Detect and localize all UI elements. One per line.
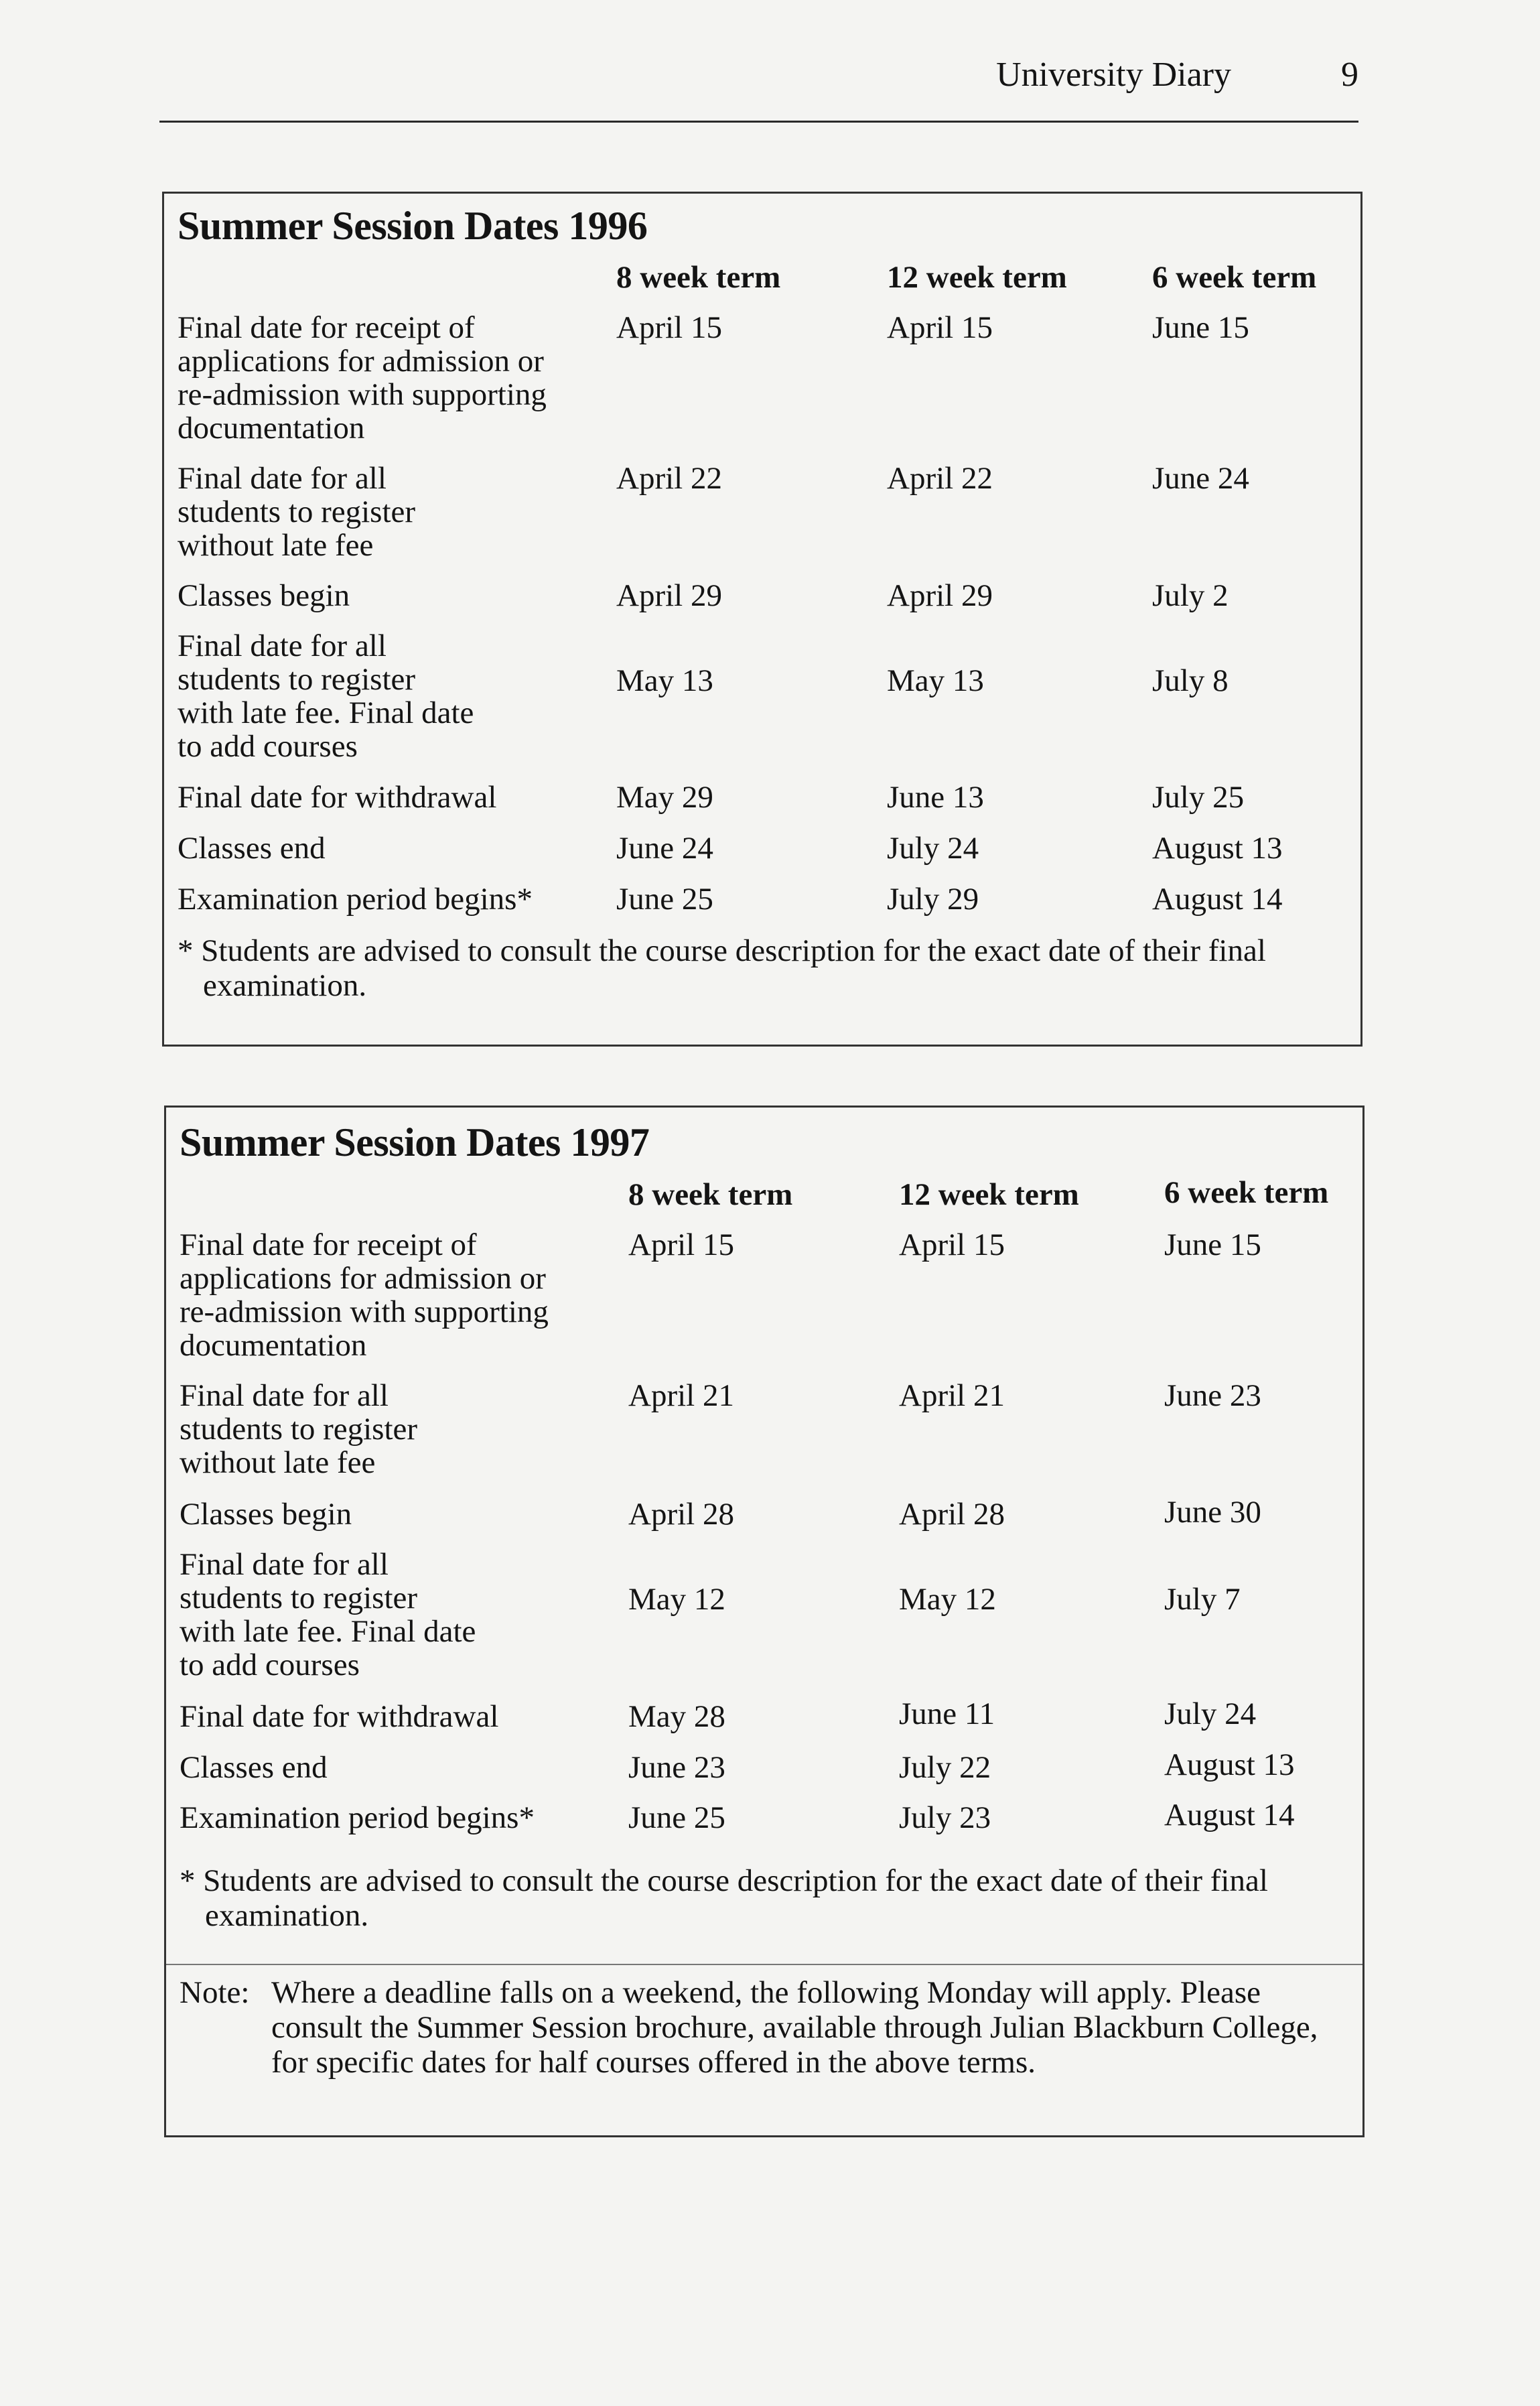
row-label: Final date for receipt of applications for admission or re-admission with supporting documentation xyxy=(180,1227,549,1363)
date-cell: April 21 xyxy=(899,1378,1005,1413)
row-label: Examination period begins* xyxy=(180,1800,535,1835)
date-cell: July 8 xyxy=(1152,663,1229,698)
date-cell: May 13 xyxy=(616,663,713,698)
date-cell: April 15 xyxy=(899,1227,1005,1262)
summer-session-1996-box xyxy=(162,192,1362,1047)
footnote-line: examination. xyxy=(203,968,367,1003)
date-cell: April 15 xyxy=(628,1227,734,1262)
date-cell: April 28 xyxy=(628,1497,734,1532)
row-label: Final date for all students to register without late fee xyxy=(180,1378,418,1480)
note-separator xyxy=(166,1964,1362,1965)
date-cell: April 22 xyxy=(887,461,993,496)
date-cell: May 13 xyxy=(887,663,984,698)
date-cell: June 25 xyxy=(616,882,713,917)
column-header-12-week: 12 week term xyxy=(899,1177,1079,1212)
date-cell: July 24 xyxy=(887,831,979,866)
date-cell: July 25 xyxy=(1152,780,1245,815)
row-label: Classes begin xyxy=(178,578,350,613)
date-cell: August 14 xyxy=(1164,1798,1295,1832)
date-cell: June 25 xyxy=(628,1800,725,1835)
column-header-6-week: 6 week term xyxy=(1164,1175,1329,1210)
date-cell: June 30 xyxy=(1164,1495,1261,1530)
date-cell: August 14 xyxy=(1152,882,1283,917)
date-cell: July 22 xyxy=(899,1750,991,1785)
column-header-8-week: 8 week term xyxy=(628,1177,793,1212)
page-number: 9 xyxy=(1341,56,1358,94)
date-cell: April 21 xyxy=(628,1378,734,1413)
column-header-12-week: 12 week term xyxy=(887,260,1067,295)
date-cell: May 12 xyxy=(628,1582,725,1617)
date-cell: July 7 xyxy=(1164,1582,1241,1617)
date-cell: April 15 xyxy=(616,310,722,345)
date-cell: July 29 xyxy=(887,882,979,917)
footnote-line: * Students are advised to consult the course description for the exact date of their final xyxy=(180,1863,1268,1898)
row-label: Final date for all students to register with late fee. Final date to add courses xyxy=(178,628,474,764)
date-cell: August 13 xyxy=(1152,831,1283,866)
date-cell: May 12 xyxy=(899,1582,996,1617)
box-title: Summer Session Dates 1997 xyxy=(180,1120,650,1164)
footnote-line: examination. xyxy=(205,1898,369,1933)
date-cell: August 13 xyxy=(1164,1747,1295,1782)
header-rule xyxy=(159,121,1358,123)
footnote xyxy=(178,933,1343,1003)
column-header-6-week: 6 week term xyxy=(1152,260,1317,295)
date-cell: June 24 xyxy=(1152,461,1249,496)
row-label: Classes end xyxy=(178,831,326,866)
row-label: Final date for withdrawal xyxy=(180,1699,499,1734)
date-cell: April 29 xyxy=(616,578,722,613)
box-title: Summer Session Dates 1996 xyxy=(178,204,648,248)
date-cell: April 22 xyxy=(616,461,722,496)
date-cell: June 11 xyxy=(899,1696,995,1731)
date-cell: June 24 xyxy=(616,831,713,866)
footnote-line: * Students are advised to consult the course description for the exact date of their final xyxy=(178,933,1266,968)
date-cell: July 24 xyxy=(1164,1696,1257,1731)
note-text: Where a deadline falls on a weekend, the following Monday will apply. Please consult the Summer Session brochure, available through Julian Blackburn College, for specific dates for half courses offered in the above terms. xyxy=(271,1975,1318,2080)
date-cell: July 2 xyxy=(1152,578,1229,613)
footnote xyxy=(180,1863,1345,1933)
row-label: Classes begin xyxy=(180,1497,352,1532)
running-title: University Diary xyxy=(996,56,1231,94)
date-cell: April 28 xyxy=(899,1497,1005,1532)
row-label: Classes end xyxy=(180,1750,328,1785)
date-cell: June 23 xyxy=(1164,1378,1261,1413)
date-cell: May 29 xyxy=(616,780,713,815)
row-label: Final date for receipt of applications for admission or re-admission with supporting documentation xyxy=(178,310,547,446)
row-label: Final date for withdrawal xyxy=(178,780,497,815)
date-cell: April 29 xyxy=(887,578,993,613)
row-label: Final date for all students to register without late fee xyxy=(178,461,416,563)
date-cell: June 13 xyxy=(887,780,984,815)
date-cell: May 28 xyxy=(628,1699,725,1734)
summer-session-1997-box xyxy=(164,1106,1364,2137)
date-cell: June 15 xyxy=(1164,1227,1261,1262)
date-cell: April 15 xyxy=(887,310,993,345)
row-label: Final date for all students to register with late fee. Final date to add courses xyxy=(180,1547,476,1682)
page-header xyxy=(159,47,1358,127)
note-label: Note: xyxy=(180,1975,250,2010)
row-label: Examination period begins* xyxy=(178,882,533,917)
column-header-8-week: 8 week term xyxy=(616,260,781,295)
date-cell: June 23 xyxy=(628,1750,725,1785)
date-cell: June 15 xyxy=(1152,310,1249,345)
date-cell: July 23 xyxy=(899,1800,991,1835)
